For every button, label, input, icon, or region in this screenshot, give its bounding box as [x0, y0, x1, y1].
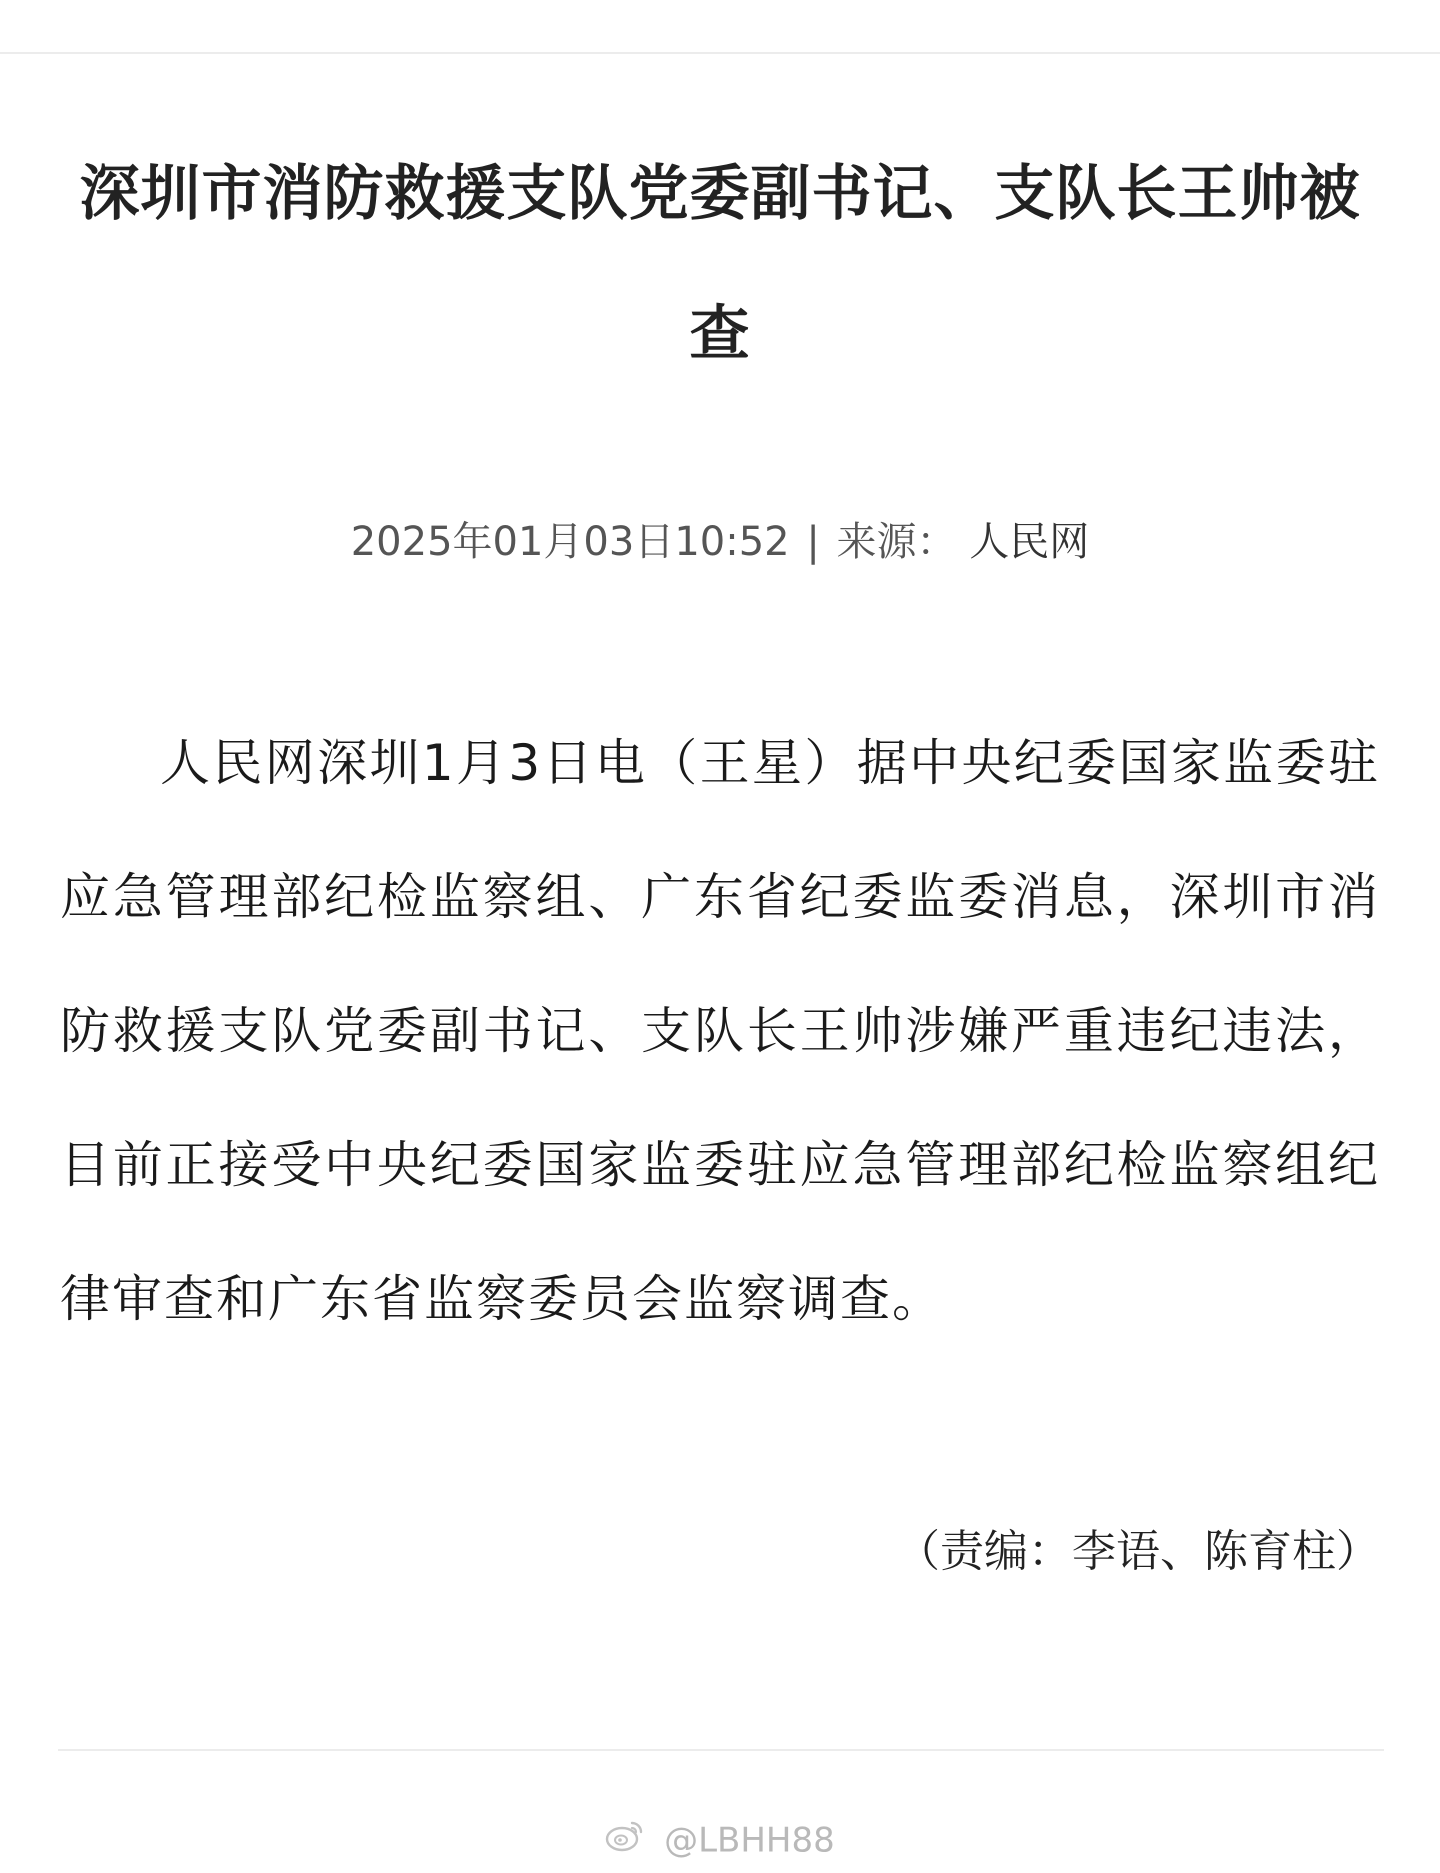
article-title: 深圳市消防救援支队党委副书记、支队长王帅被查	[79, 159, 1361, 369]
watermark-handle: @LBHH88	[664, 1820, 835, 1861]
editor-credit: （责编：李语、陈育柱）	[896, 1526, 1380, 1577]
publish-datetime: 2025年01月03日10:52	[350, 519, 790, 565]
source-label: 来源：	[836, 519, 957, 565]
source-name: 人民网	[969, 519, 1090, 565]
article-body: 人民网深圳1月3日电（王星）据中央纪委国家监委驻应急管理部纪检监察组、广东省纪委监委消息，深圳市消防救援支队党委副书记、支队长王帅涉嫌严重违纪违法，目前正接受中央纪委国家监委驻应急管理部纪检监察组纪律审查和广东省监察委员会监察调查。	[60, 734, 1380, 1328]
article-meta	[60, 510, 1380, 574]
bottom-divider	[58, 1749, 1384, 1751]
top-divider	[0, 52, 1440, 54]
meta-separator: |	[806, 519, 820, 565]
weibo-icon	[605, 1817, 645, 1865]
watermark	[0, 1815, 1440, 1865]
